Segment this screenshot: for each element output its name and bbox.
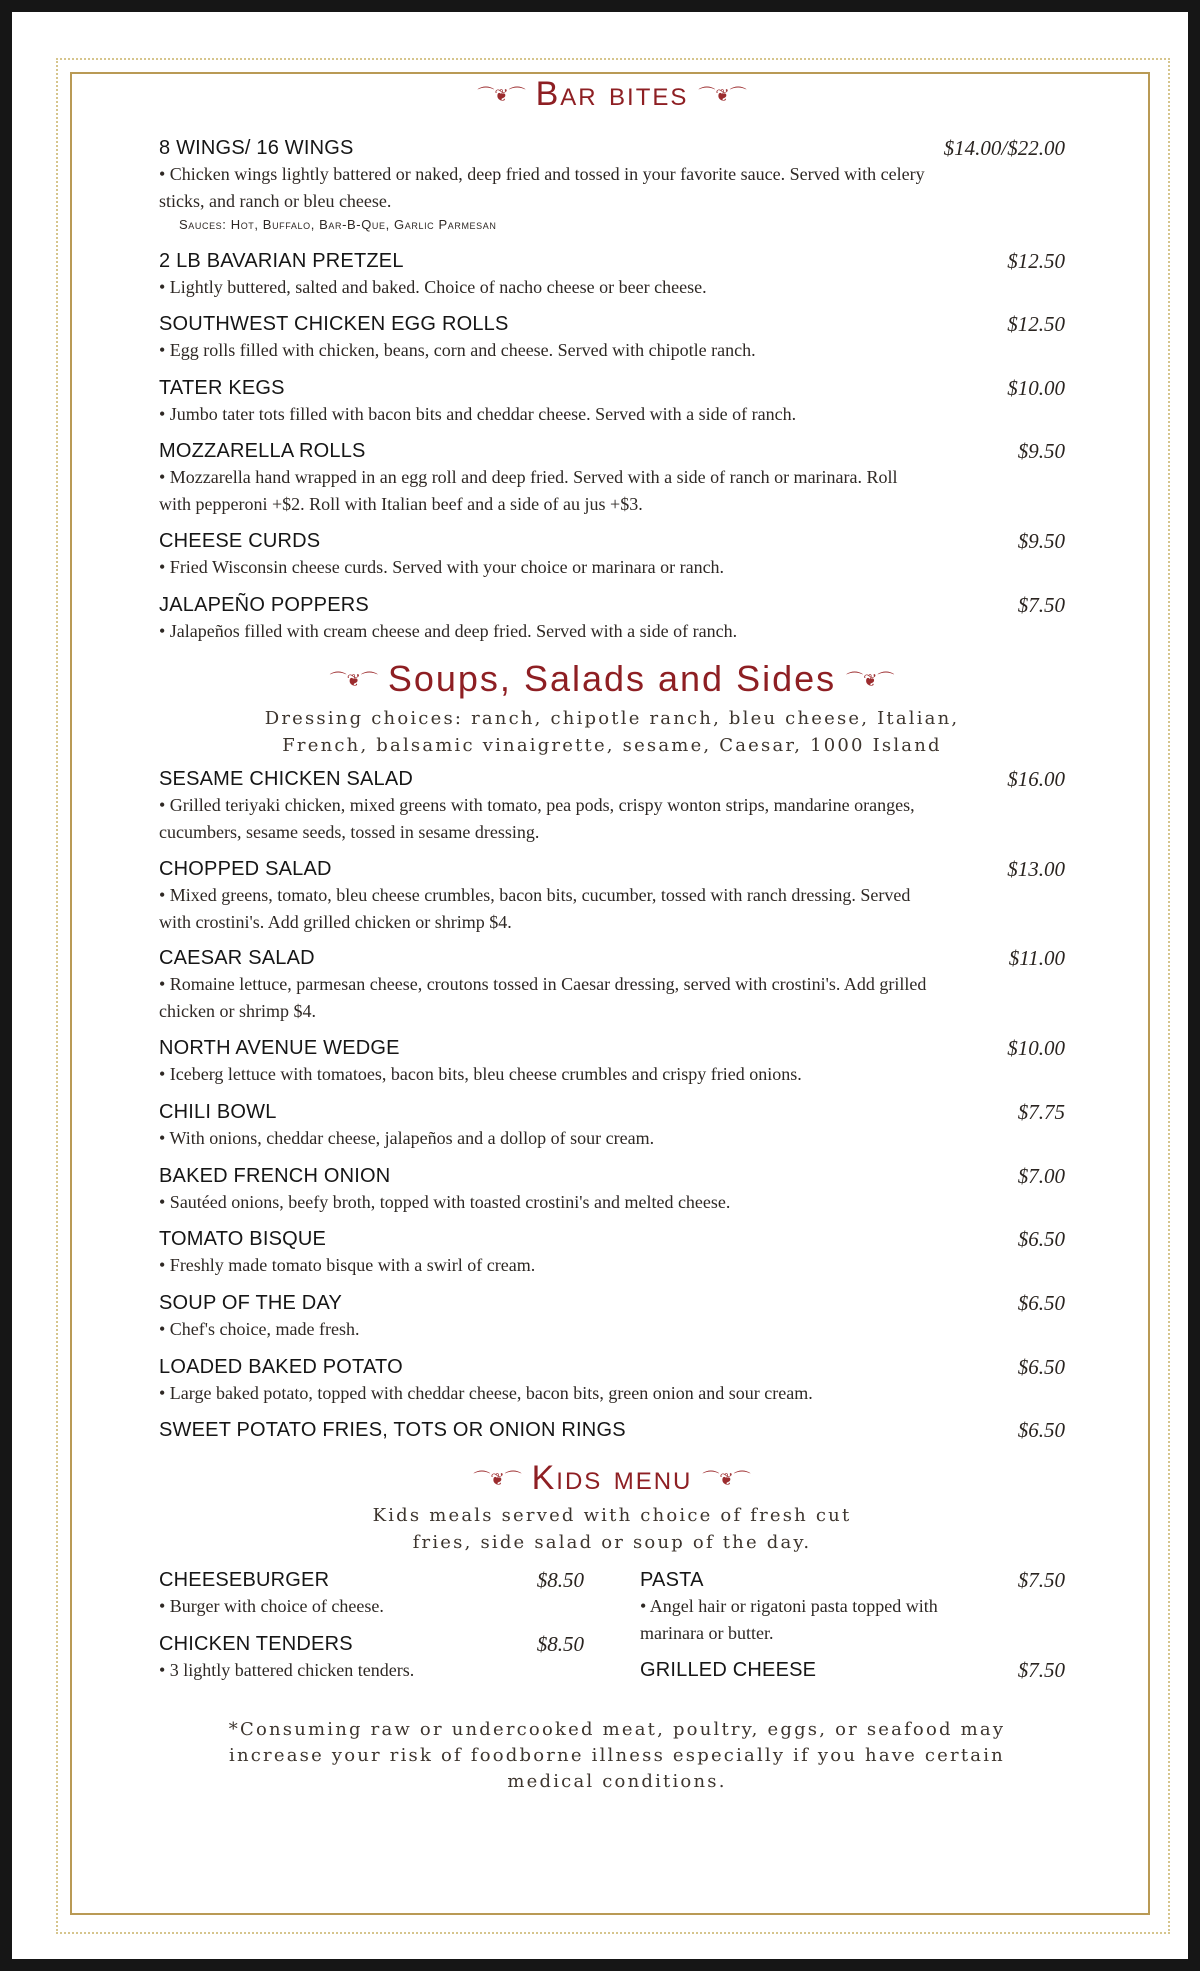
flourish-left-icon: ⌒❦⌒ <box>329 671 378 692</box>
item-price: $7.75 <box>1017 1100 1065 1124</box>
item-description: • Fried Wisconsin cheese curds. Served with your choice or marinara or ranch. <box>159 557 725 577</box>
item-price: $8.50 <box>536 1632 584 1656</box>
menu-item <box>159 1417 1065 1443</box>
item-description: • Chef's choice, made fresh. <box>159 1319 360 1339</box>
item-price: $7.50 <box>1017 1658 1065 1682</box>
item-name: 8 WINGS/ 16 WINGS <box>159 137 354 159</box>
item-description: • Freshly made tomato bisque with a swirl of cream. <box>159 1255 536 1275</box>
item-description: • Large baked potato, topped with cheddar cheese, bacon bits, green onion and sour cream. <box>159 1383 813 1403</box>
item-name: CHOPPED SALAD <box>159 858 332 880</box>
menu-item <box>159 766 1065 846</box>
item-description: • Grilled teriyaki chicken, mixed greens with tomato, pea pods, crispy wonton strips, mandarine oranges, cucumbers, sesame seeds, tossed in sesame dressing. <box>159 795 915 842</box>
item-description: • Jumbo tater tots filled with bacon bits and cheddar cheese. Served with a side of ranch. <box>159 404 797 424</box>
item-description: • Iceberg lettuce with tomatoes, bacon bits, bleu cheese crumbles and crispy fried onions. <box>159 1064 802 1084</box>
item-description: • Mixed greens, tomato, bleu cheese crumbles, bacon bits, cucumber, tossed with ranch dressing. Served with crostini's. Add grilled chicken or shrimp $4. <box>159 885 911 932</box>
item-name: LOADED BAKED POTATO <box>159 1356 403 1378</box>
soups-title: Soups, Salads and Sides <box>387 658 837 699</box>
item-name: MOZZARELLA ROLLS <box>159 440 366 462</box>
menu-item <box>159 1163 1065 1216</box>
item-description: • Angel hair or rigatoni pasta topped with marinara or butter. <box>640 1596 938 1643</box>
item-price: $8.50 <box>536 1568 584 1592</box>
menu-item <box>159 1290 1065 1343</box>
item-description: • Egg rolls filled with chicken, beans, corn and cheese. Served with chipotle ranch. <box>159 340 756 360</box>
menu-item <box>159 438 1065 518</box>
foodborne-illness-notice: *Consuming raw or undercooked meat, poultry, eggs, or seafood may increase your risk of foodborne illness especially if you have certain medical conditions. <box>228 1719 1006 1792</box>
flourish-right-icon: ⌒❦⌒ <box>698 86 747 107</box>
item-price: $12.50 <box>1007 312 1065 336</box>
menu-item <box>159 135 1065 235</box>
kids-note: Kids meals served with choice of fresh cut fries, side salad or soup of the day. <box>372 1505 852 1553</box>
menu-item <box>159 1099 1065 1152</box>
item-price: $7.50 <box>1017 1568 1065 1592</box>
item-price: $7.50 <box>1017 593 1065 617</box>
menu-item <box>159 592 1065 645</box>
menu-item <box>159 945 1065 1025</box>
kids-title: Kids menu <box>531 1459 693 1497</box>
item-price: $6.50 <box>1017 1291 1065 1315</box>
item-description: • Sautéed onions, beefy broth, topped with toasted crostini's and melted cheese. <box>159 1192 731 1212</box>
item-price: $13.00 <box>1007 857 1065 881</box>
item-price: $14.00/$22.00 <box>943 136 1065 160</box>
item-description: • Jalapeños filled with cream cheese and deep fried. Served with a side of ranch. <box>159 621 738 641</box>
item-name: SESAME CHICKEN SALAD <box>159 768 414 790</box>
item-name: 2 LB BAVARIAN PRETZEL <box>159 250 404 272</box>
menu-item <box>159 1035 1065 1088</box>
menu-item <box>159 1567 584 1620</box>
item-description: • Lightly buttered, salted and baked. Choice of nacho cheese or beer cheese. <box>159 277 707 297</box>
item-description: • Mozzarella hand wrapped in an egg roll and deep fried. Served with a side of ranch or marinara. Roll with pepperoni +$2. Roll with Italian beef and a side of au jus +$3. <box>159 467 898 514</box>
item-name: JALAPEÑO POPPERS <box>159 594 369 616</box>
item-name: PASTA <box>640 1569 704 1591</box>
item-name: SOUTHWEST CHICKEN EGG ROLLS <box>159 313 509 335</box>
item-name: CHICKEN TENDERS <box>159 1633 353 1655</box>
bar-bites-title: Bar bites <box>535 75 689 113</box>
item-description: • Romaine lettuce, parmesan cheese, croutons tossed in Caesar dressing, served with crostini's. Add grilled chicken or shrimp $4. <box>159 974 927 1021</box>
section-title-kids <box>159 1456 1065 1502</box>
flourish-right-icon: ⌒❦⌒ <box>702 1470 751 1491</box>
menu-item <box>159 1631 584 1684</box>
item-name: SOUP OF THE DAY <box>159 1292 343 1314</box>
item-name: TATER KEGS <box>159 377 285 399</box>
flourish-right-icon: ⌒❦⌒ <box>846 671 895 692</box>
item-name: GRILLED CHEESE <box>640 1659 817 1681</box>
menu-item <box>159 1354 1065 1407</box>
item-price: $10.00 <box>1007 376 1065 400</box>
menu-item <box>159 1226 1065 1279</box>
section-title-soups <box>159 656 1065 704</box>
item-price: $10.00 <box>1007 1036 1065 1060</box>
flourish-left-icon: ⌒❦⌒ <box>473 1470 522 1491</box>
item-price: $9.50 <box>1017 529 1065 553</box>
section-title-bar-bites <box>159 72 1065 118</box>
item-price: $11.00 <box>1008 946 1065 970</box>
menu-item <box>159 528 1065 581</box>
item-price: $9.50 <box>1017 439 1065 463</box>
item-name: BAKED FRENCH ONION <box>159 1165 391 1187</box>
item-description: • With onions, cheddar cheese, jalapeños and a dollop of sour cream. <box>159 1128 655 1148</box>
item-price: $6.50 <box>1017 1227 1065 1251</box>
item-description: • 3 lightly battered chicken tenders. <box>159 1660 415 1680</box>
item-name: TOMATO BISQUE <box>159 1228 327 1250</box>
menu-item <box>640 1657 1065 1683</box>
item-name: CAESAR SALAD <box>159 947 315 969</box>
item-description: • Burger with choice of cheese. <box>159 1596 384 1616</box>
menu-item <box>159 856 1065 936</box>
item-price: $16.00 <box>1007 767 1065 791</box>
item-name: CHEESEBURGER <box>159 1569 330 1591</box>
item-name: NORTH AVENUE WEDGE <box>159 1037 400 1059</box>
dressing-choices: Dressing choices: ranch, chipotle ranch, bleu cheese, Italian, French, balsamic vinaigrette, sesame, Caesar, 1000 Island <box>264 708 960 756</box>
item-price: $12.50 <box>1007 249 1065 273</box>
item-price: $7.00 <box>1017 1164 1065 1188</box>
menu-page <box>12 12 1188 1959</box>
item-price: $6.50 <box>1017 1418 1065 1442</box>
menu-item <box>159 375 1065 428</box>
item-name: CHEESE CURDS <box>159 530 321 552</box>
flourish-left-icon: ⌒❦⌒ <box>477 86 526 107</box>
sauce-list: Sauces: Hot, Buffalo, Bar-B-Que, Garlic Parmesan <box>179 217 497 232</box>
menu-item <box>159 311 1065 364</box>
menu-item <box>640 1567 1065 1647</box>
menu-item <box>159 248 1065 301</box>
item-name: SWEET POTATO FRIES, TOTS OR ONION RINGS <box>159 1419 626 1441</box>
item-price: $6.50 <box>1017 1355 1065 1379</box>
item-description: • Chicken wings lightly battered or naked, deep fried and tossed in your favorite sauce. Served with celery sticks, and ranch or bleu cheese. <box>159 164 925 211</box>
item-name: CHILI BOWL <box>159 1101 277 1123</box>
